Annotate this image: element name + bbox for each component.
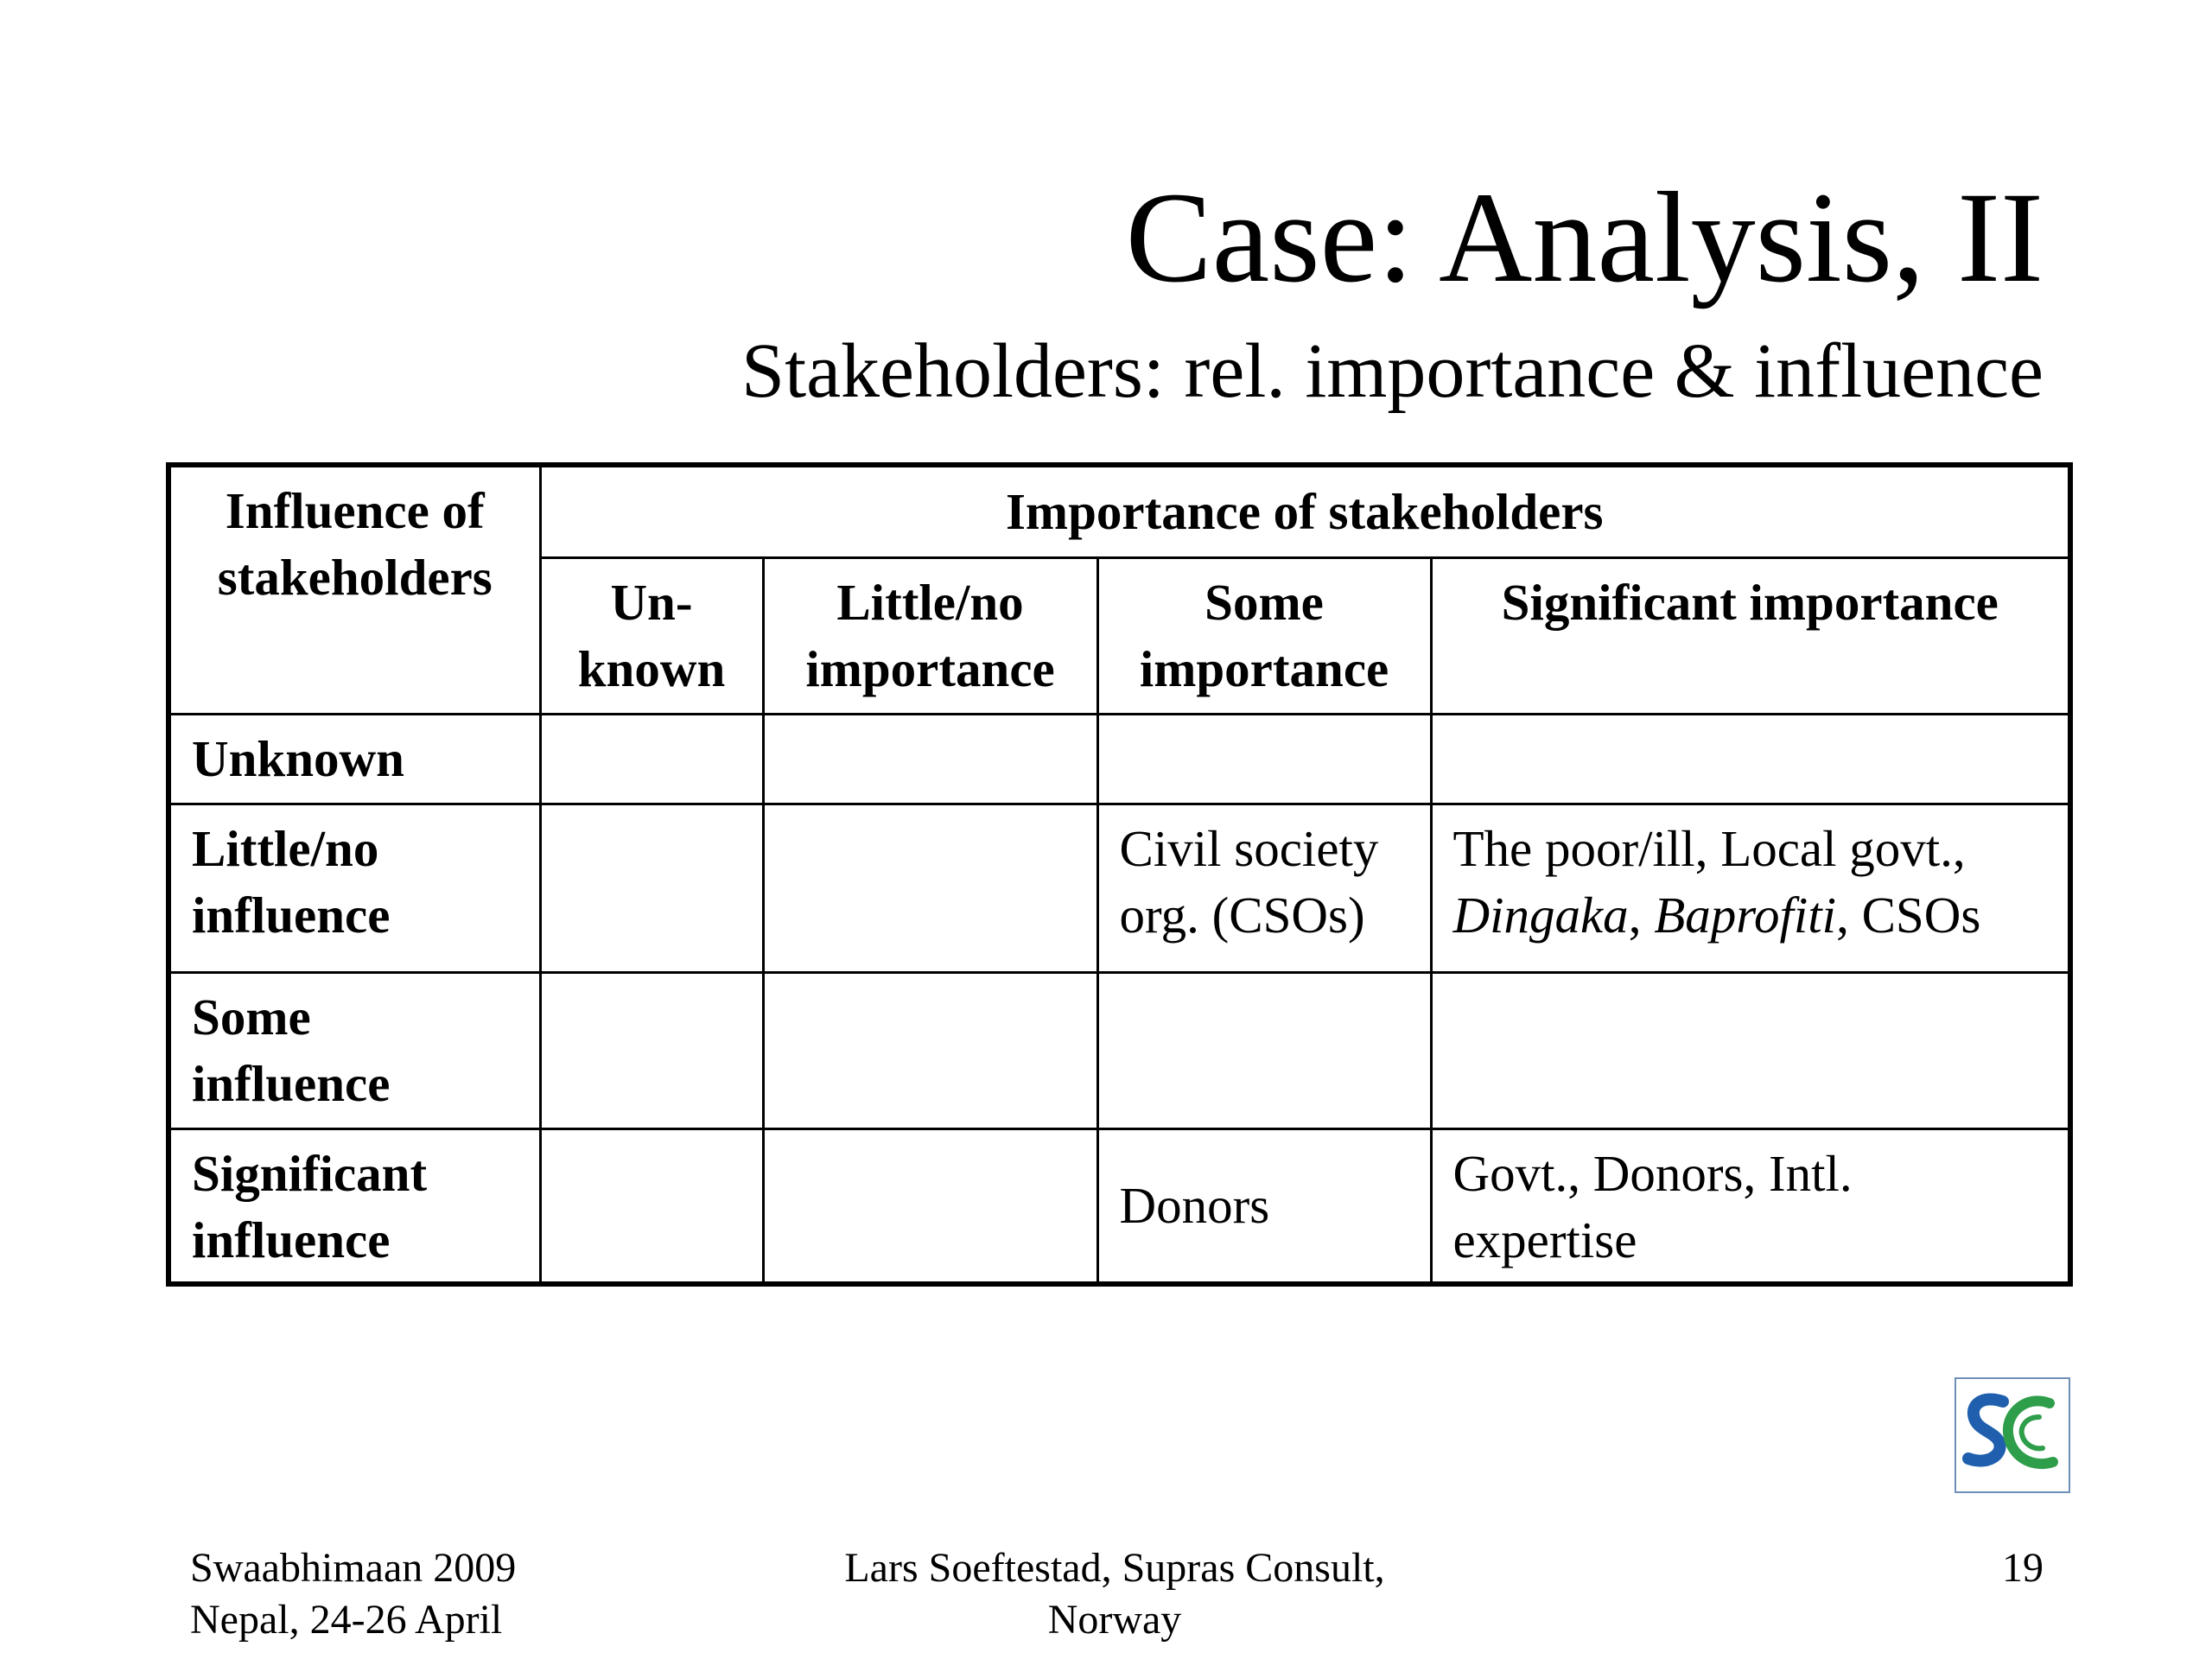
corner-header <box>168 465 540 714</box>
table-cell <box>540 1128 763 1284</box>
table-cell <box>1431 714 2070 804</box>
col-header-line: importance <box>1139 639 1389 697</box>
row-label-some-influence <box>168 972 540 1128</box>
cell-donors: Donors <box>1097 1128 1431 1284</box>
slide-subtitle: Stakeholders: rel. importance & influence <box>741 328 2044 414</box>
row-label-line: Some <box>192 988 311 1046</box>
footer-left-line: Nepal, 24-26 April <box>190 1597 503 1643</box>
csos-text: , CSOs <box>1836 886 1981 944</box>
col-header-line: Some <box>1205 573 1324 631</box>
table-cell <box>1431 972 2070 1128</box>
col-header-line: known <box>577 639 726 697</box>
cell-civil-society <box>1097 804 1431 972</box>
page-number: 19 <box>2002 1545 2044 1591</box>
importance-header: Importance of stakeholders <box>540 465 2070 557</box>
col-header-line: Significant importance <box>1501 573 1999 631</box>
footer-center <box>0 1542 2212 1646</box>
col-header-unknown <box>540 557 763 714</box>
corner-header-line: stakeholders <box>217 549 493 606</box>
row-label-little-influence <box>168 804 540 972</box>
row-label-line: influence <box>192 1211 391 1268</box>
table-cell <box>763 804 1097 972</box>
table-row <box>168 714 2070 804</box>
cell-line: Govt., Donors, Intl. <box>1452 1144 1853 1202</box>
table-row <box>168 1128 2070 1284</box>
footer-center-line: Lars Soeftestad, Supras Consult, <box>844 1545 1385 1591</box>
col-header-line: Little/no <box>836 573 1024 631</box>
col-header-line: Un- <box>610 573 693 631</box>
footer-center-line: Norway <box>1047 1597 1182 1643</box>
table-cell <box>1097 972 1431 1128</box>
table-cell <box>540 714 763 804</box>
row-label-significant-influence <box>168 1128 540 1284</box>
table-row <box>168 804 2070 972</box>
cell-line: The poor/ill, Local govt., <box>1452 819 1966 877</box>
col-header-line: importance <box>805 639 1055 697</box>
table-cell <box>763 972 1097 1128</box>
col-header-significant-importance <box>1431 557 2070 714</box>
cell-govt-donors <box>1431 1128 2070 1284</box>
baprofiti-text: Baprofiti <box>1654 886 1837 944</box>
table-cell <box>763 714 1097 804</box>
table-cell <box>540 804 763 972</box>
supras-consult-logo <box>1955 1377 2070 1493</box>
slide-title: Case: Analysis, II <box>1125 166 2044 309</box>
row-label-line: Little/no <box>192 819 379 877</box>
row-label-line: influence <box>192 886 391 944</box>
comma-text: , <box>1628 886 1655 944</box>
cell-line: org. (CSOs) <box>1119 886 1365 944</box>
row-label-line: influence <box>192 1054 391 1112</box>
sc-logo-icon <box>1956 1379 2069 1491</box>
table-header-row <box>168 465 2070 557</box>
stakeholder-matrix <box>166 462 2073 1287</box>
table-cell <box>1097 714 1431 804</box>
cell-line <box>1453 882 2069 949</box>
cell-line: Civil society <box>1119 819 1379 877</box>
cell-poor-ill <box>1431 804 2070 972</box>
corner-header-line: Influence of <box>225 482 485 539</box>
table-cell <box>763 1128 1097 1284</box>
col-header-little-importance <box>763 557 1097 714</box>
row-label-line: Significant <box>192 1144 428 1202</box>
dingaka-text: Dingaka <box>1452 886 1629 944</box>
col-header-some-importance <box>1097 557 1431 714</box>
table-cell <box>540 972 763 1128</box>
table-row <box>168 972 2070 1128</box>
row-label-unknown: Unknown <box>168 714 540 804</box>
footer-left-line: Swaabhimaan 2009 <box>190 1545 517 1591</box>
cell-line: expertise <box>1452 1211 1637 1268</box>
